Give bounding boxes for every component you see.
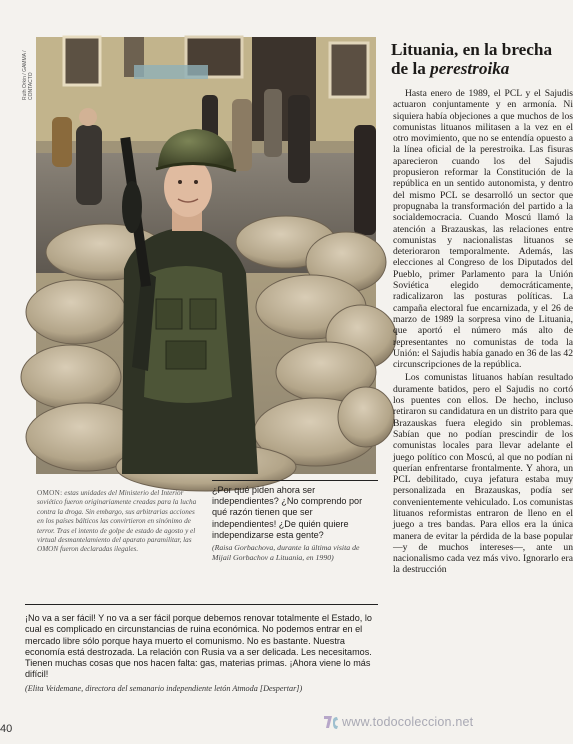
quote-source: (Raisa Gorbachova, durante la última visita de Mijail Gorbachov a Lituania, en 1990) xyxy=(212,543,360,563)
quote-text: ¿Por qué piden ahora ser independientes? ¿No comprendo por qué razón tienen que ser independientes! ¿De quién quiere independizarse esta gente? xyxy=(212,485,363,540)
article-column xyxy=(391,40,573,730)
photo-omon-soldier xyxy=(36,37,376,474)
title-line-2-prefix: de la xyxy=(391,59,431,78)
article-paragraph: Hasta enero de 1989, el PCL y el Sajudis actuaron conjuntamente y en armonía. Ni siquiera había objeciones a que muchos de los comunistas lituanos militasen a la vez en el otro movimiento, que no se entendía opuesto a la línea oficial de la perestroika. Las fisuras aparecieron cuando los del Sajudis propusieron reformar la Constitución de la república en un sentido autonomista, y dentro del mismo PCL se desarrolló un sector que propugnaba la transformación del partido a la socialdemocracia. Cuando Moscú llamó la atención a Brazauskas, las relaciones entre comunistas y nacionalistas lituanos se deterioraron temporalmente. Además, las elecciones al Congreso de los Diputados del Pueblo, primer Parlamento para la Unión Soviética elegido democráticamente, radicalizaron las posturas políticas. La campaña electoral fue encarnizada, y el 26 de marzo de 1989 la sorpresa vino de Lituania, que aportó el número más alto de representantes no comunistas de toda la Unión: el Sajudis había ganado en 36 de las 42 circunscripciones de la república. xyxy=(393,88,573,371)
page-number: 40 xyxy=(0,723,13,735)
quote-box-gorbacheva xyxy=(212,480,378,563)
article-body xyxy=(391,88,573,576)
watermark xyxy=(322,712,473,730)
quote-source: (Elita Veidemane, directora del semanario independiente letón Atmoda [Despertar]) xyxy=(25,683,303,693)
photo-caption xyxy=(37,489,203,555)
photo-credit: Ruth Orkin / GAMMA / CONTACTO xyxy=(22,50,34,100)
photo-illustration xyxy=(36,37,376,474)
title-line-1: Lituania, en la brecha xyxy=(391,40,553,59)
article-paragraph: Los comunistas lituanos habían resultado duramente batidos, pero el Sajudis no cortó los puentes con ellos. De hecho, incluso retiraron su candidatura en un distrito para que Brazauskas fuera elegido sin problemas. Sabían que no podían prescindir de los comunistas locales para llevar adelante el juego político con Moscú, al que no podían ni querían enfrentarse frontalmente. Y ahora, un PCL debilitado, cuya jefatura estaba muy personalizada en Brazauskas, podía ser convenientemente vehiculado. Los comunistas lituanos reformistas entraron de lleno en el juego a tres bandas. Para ellos era la única manera de evitar la pérdida de la base popular —y de muchos intereses—, ante un nacionalismo cada vez más vivo. Ignorarlo era la destrucción xyxy=(393,372,573,576)
quote-text: ¡No va a ser fácil! Y no va a ser fácil porque debemos renovar totalmente el Estado, lo cual es complicado en circunstancias de ruina económica. No podemos entrar en el mercado libre sólo porque haya muerto el comunismo. No es bastante. Nuestra economía está destrozada. La relación con Rusia va a ser delicada. Les necesitamos. Tienen muchas cosas que nos hacen falta: gas, materias primas. ¡Ahora viene lo más difícil! xyxy=(25,613,372,680)
article-title xyxy=(391,40,553,78)
quote-box-veidemane xyxy=(25,604,378,694)
caption-text: estas unidades del Ministerio del Interior soviético fueron originariamente creadas para la lucha contra la droga. Sin embargo, sus arbitrarias acciones en los países bálticos las convirtieron en sinónimo de terror. Tras el intento de golpe de estado de agosto y el virtual desmantelamiento del aparato paramilitar, las OMON fueron declaradas ilegales. xyxy=(37,489,197,554)
todocoleccion-logo-icon xyxy=(322,712,340,730)
watermark-text: www.todocoleccion.net xyxy=(342,715,474,729)
caption-lead: OMON: xyxy=(37,489,63,497)
title-line-2-italic: perestroika xyxy=(430,59,510,78)
